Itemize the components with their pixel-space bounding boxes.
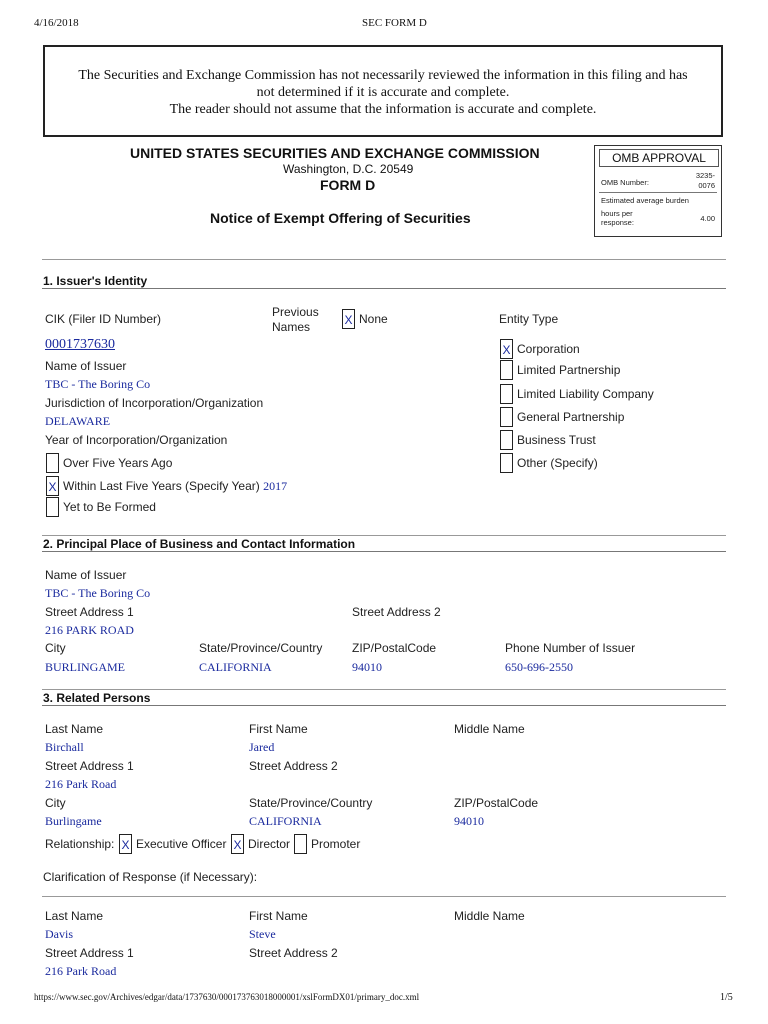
s2-street1-label: Street Address 1 [45,605,134,619]
omb-approval-title: OMB APPROVAL [599,149,719,167]
s2-name-label: Name of Issuer [45,568,127,582]
form-title: FORM D [320,177,376,193]
p1-last-name-value: Birchall [45,740,84,754]
p1-state-label: State/Province/Country [249,796,373,810]
commission-location: Washington, D.C. 20549 [283,162,414,176]
p1-executive-officer-checkbox[interactable]: X [119,834,132,854]
jurisdiction-label: Jurisdiction of Incorporation/Organization [45,396,264,410]
section-3-top-rule [42,689,726,690]
p1-promoter-checkbox[interactable] [294,834,307,854]
jurisdiction-value: DELAWARE [45,414,111,428]
p2-last-name-label: Last Name [45,909,104,923]
over-five-years-checkbox[interactable] [46,453,59,473]
omb-approval-box [594,145,722,237]
none-checkbox[interactable]: X [342,309,355,329]
s2-city-label: City [45,641,66,655]
notice-title: Notice of Exempt Offering of Securities [210,210,471,226]
cik-link[interactable]: 0001737630 [45,337,115,352]
omb-number-label: OMB Number: [601,178,649,187]
entity-corporation-checkbox[interactable]: X [500,339,513,359]
section-1-title: 1. Issuer's Identity [43,274,148,288]
entity-business-trust-checkbox[interactable] [500,430,513,450]
yet-to-be-formed-label: Yet to Be Formed [63,500,156,514]
p2-first-name-label: First Name [249,909,308,923]
s2-zip-label: ZIP/PostalCode [352,641,437,655]
yet-to-be-formed-checkbox[interactable] [46,497,59,517]
entity-general-partnership-checkbox[interactable] [500,407,513,427]
s2-name-value: TBC - The Boring Co [45,586,151,600]
omb-hours-label-2: response: [601,218,634,227]
p1-clarification-label: Clarification of Response (if Necessary): [43,870,258,884]
print-date: 4/16/2018 [34,17,79,29]
p1-promoter-label: Promoter [311,837,361,851]
footer-url[interactable]: https://www.sec.gov/Archives/edgar/data/1737630/000173763018000001/xslFormDX01/primary_doc.xml [34,992,420,1002]
s2-state-value: CALIFORNIA [199,660,272,674]
p1-last-name-label: Last Name [45,722,104,736]
cik-label: CIK (Filer ID Number) [45,312,162,326]
p1-street1-label: Street Address 1 [45,759,134,773]
year-label: Year of Incorporation/Organization [45,433,228,447]
p1-first-name-value: Jared [249,740,275,754]
within-five-years-label [63,479,287,494]
entity-other-label: Other (Specify) [517,456,598,470]
omb-hours-value: 4.00 [700,214,715,223]
previous-names-label-1: Previous [272,305,319,319]
p1-state-value: CALIFORNIA [249,814,322,828]
within-five-years-text: Within Last Five Years (Specify Year) [63,479,260,493]
p2-first-name-value: Steve [249,927,276,941]
entity-other-checkbox[interactable] [500,453,513,473]
disclaimer-line-1: The Securities and Exchange Commission has not necessarily reviewed the information in this filing and has [78,68,688,83]
omb-burden-label: Estimated average burden [601,196,689,205]
section-2-title: 2. Principal Place of Business and Contact Information [43,537,356,551]
issuer-name-value: TBC - The Boring Co [45,377,151,391]
p2-last-name-value: Davis [45,927,73,941]
commission-title: UNITED STATES SECURITIES AND EXCHANGE COMMISSION [130,145,540,161]
p1-executive-officer-label: Executive Officer [136,837,227,851]
section-2-top-rule [42,535,726,536]
p1-city-value: Burlingame [45,814,102,828]
p1-zip-label: ZIP/PostalCode [454,796,539,810]
p1-street2-label: Street Address 2 [249,759,338,773]
entity-llc-checkbox[interactable] [500,384,513,404]
entity-general-partnership-label: General Partnership [517,410,625,424]
omb-number-value-1: 3235- [695,171,715,180]
none-label: None [359,312,388,326]
entity-business-trust-label: Business Trust [517,433,596,447]
p2-street2-label: Street Address 2 [249,946,338,960]
print-title: SEC FORM D [362,17,427,29]
entity-llc-label: Limited Liability Company [517,387,654,401]
footer-page-number: 1/5 [720,992,733,1003]
p1-first-name-label: First Name [249,722,308,736]
p1-middle-name-label: Middle Name [454,722,525,736]
within-five-years-checkbox[interactable]: X [46,476,59,496]
p1-director-checkbox[interactable]: X [231,834,244,854]
section-1-rule [42,288,726,289]
p2-middle-name-label: Middle Name [454,909,525,923]
previous-names-label-2: Names [272,320,311,334]
p1-director-label: Director [248,837,291,851]
omb-number-value-2: 0076 [698,181,715,190]
section-3-title: 3. Related Persons [43,691,151,705]
p2-street1-value: 216 Park Road [45,964,117,978]
entity-corporation-label: Corporation [517,342,580,356]
entity-limited-partnership-label: Limited Partnership [517,363,621,377]
s2-phone-value: 650-696-2550 [505,660,573,674]
p1-street1-value: 216 Park Road [45,777,117,791]
s2-city-value: BURLINGAME [45,660,125,674]
p1-zip-value: 94010 [454,814,484,828]
entity-type-label: Entity Type [499,312,559,326]
disclaimer-line-2: not determined if it is accurate and complete. [256,85,510,100]
omb-hours-label-1: hours per [601,209,633,218]
s2-phone-label: Phone Number of Issuer [505,641,636,655]
p1-city-label: City [45,796,66,810]
s2-state-label: State/Province/Country [199,641,323,655]
disclaimer-box [43,45,723,137]
p1-relationship-label: Relationship: [45,837,115,851]
s2-street1-value: 216 PARK ROAD [45,623,134,637]
entity-limited-partnership-checkbox[interactable] [500,360,513,380]
s2-street2-label: Street Address 2 [352,605,441,619]
person-divider [42,896,726,897]
p2-street1-label: Street Address 1 [45,946,134,960]
section-2-rule [42,551,726,552]
over-five-years-label: Over Five Years Ago [63,456,173,470]
disclaimer-line-3: The reader should not assume that the information is accurate and complete. [169,102,597,117]
within-five-years-year: 2017 [263,479,288,493]
section-1-top-rule [42,259,726,260]
s2-zip-value: 94010 [352,660,382,674]
issuer-name-label: Name of Issuer [45,359,127,373]
section-3-rule [42,705,726,706]
